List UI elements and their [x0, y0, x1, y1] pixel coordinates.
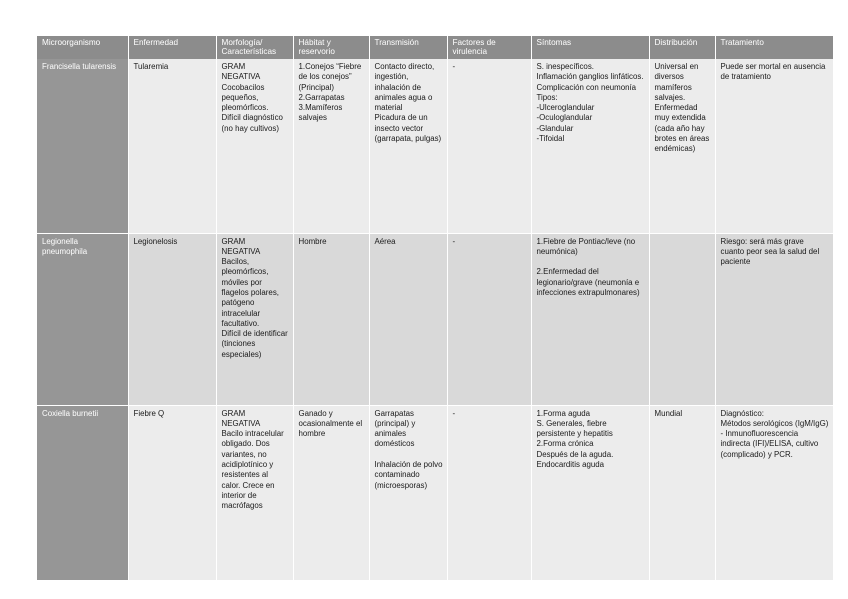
cell-line: Tipos:: [536, 92, 558, 102]
header-distribucion: Distribución: [649, 36, 715, 59]
cell-line: [375, 450, 443, 460]
cell-line: 2.Enfermedad del legionario/grave (neumonía e infecciones extrapulmonares): [536, 267, 640, 297]
cell-habitat: [293, 59, 369, 233]
cell-line: 1.Conejos “Fiebre de los conejos” (Principal): [298, 62, 362, 92]
cell-line: 2.Forma crónica: [536, 439, 594, 449]
cell-line: Después de la aguda. Endocarditis aguda: [536, 449, 614, 469]
cell-line: NEGATIVA: [221, 246, 261, 256]
cell-tratamiento: [715, 405, 833, 580]
cell-line: 2.Garrapatas: [298, 92, 345, 102]
header-factores-virulencia: Factores de virulencia: [447, 36, 531, 59]
cell-line: GRAM: [221, 408, 246, 418]
cell-transmision: [369, 233, 447, 405]
header-tratamiento: Tratamiento: [715, 36, 833, 59]
cell-sintomas: [531, 405, 649, 580]
cell-line: 1.Fiebre de Pontiac/leve (no neumónica): [536, 236, 636, 256]
cell-line: Bacilo intracelular obligado. Dos variantes, no acidiplotínico y resistentes al calor. Crece en interior de macrófagos: [221, 429, 284, 511]
cell-line: Francisella tularensis: [42, 62, 117, 71]
cell-factores: [447, 233, 531, 405]
cell-enfermedad: [128, 233, 216, 405]
header-habitat: Hábitat y reservorio: [293, 36, 369, 59]
cell-tratamiento: [715, 233, 833, 405]
cell-line: NEGATIVA: [221, 418, 261, 428]
cell-line: Puede ser mortal en ausencia de tratamiento: [720, 62, 826, 82]
microorganisms-table: [37, 36, 834, 581]
cell-morfologia: [216, 405, 293, 580]
cell-factores: [447, 405, 531, 580]
table-row: [37, 59, 833, 233]
cell-line: Garrapatas (principal) y animales domésticos: [374, 408, 416, 449]
cell-line: S. inespecíficos.: [536, 62, 594, 71]
cell-line: -Oculoglandular: [536, 113, 593, 123]
cell-line: -Glandular: [536, 123, 574, 133]
cell-line: Difícil diagnóstico (no hay cultivos): [221, 113, 283, 133]
cell-line: GRAM: [221, 62, 246, 71]
cell-line: Ganado y ocasionalmente el hombre: [298, 408, 363, 439]
cell-line: -Tifoidal: [536, 134, 565, 144]
cell-line: Coxiella burnetii: [42, 408, 99, 418]
cell-line: Riesgo: será más grave cuanto peor sea la salud del paciente: [720, 236, 820, 267]
cell-microorganismo: [37, 233, 128, 405]
cell-line: Cocobacilos pequeños, pleomórficos.: [221, 82, 269, 113]
cell-line: S. Generales, fiebre persistente y hepatitis: [536, 418, 613, 439]
cell-transmision: [369, 405, 447, 580]
cell-line: Legionelosis: [133, 236, 178, 246]
cell-line: -: [452, 236, 456, 246]
cell-line: -: [452, 62, 456, 71]
header-microorganismo: Microorganismo: [37, 36, 128, 59]
header-transmision: Transmisión: [369, 36, 447, 59]
header-morfologia: Morfología/ Características: [216, 36, 293, 59]
cell-line: Complicación con neumonía: [536, 82, 637, 92]
cell-line: Universal en diversos mamíferos salvajes. Enfermedad muy extendida (cada año hay brotes en áreas endémicas): [654, 62, 710, 154]
cell-line: Legionella pneumophila: [42, 236, 88, 256]
header-enfermedad: Enfermedad: [128, 36, 216, 59]
cell-line: Fiebre Q: [133, 408, 165, 418]
cell-line: Bacilos, pleomórficos, móviles por flagelos polares, patógeno intracelular facultativo.: [221, 257, 279, 328]
cell-morfologia: [216, 233, 293, 405]
cell-line: Contacto directo, ingestión, inhalación de animales agua o material: [374, 62, 435, 113]
cell-line: Mundial: [654, 408, 683, 418]
cell-distribucion: [649, 59, 715, 233]
cell-line: Tularemia: [133, 62, 169, 71]
cell-tratamiento: [715, 59, 833, 233]
cell-sintomas: [531, 233, 649, 405]
cell-line: Diagnóstico:: [720, 408, 764, 418]
cell-line: Hombre: [298, 236, 327, 246]
cell-distribucion: [649, 405, 715, 580]
cell-line: Picadura de un insecto vector (garrapata, pulgas): [374, 113, 442, 144]
cell-distribucion: [649, 233, 715, 405]
cell-microorganismo: [37, 59, 128, 233]
cell-line: Difícil de identificar (tinciones especiales): [221, 329, 288, 359]
cell-enfermedad: [128, 405, 216, 580]
cell-line: 1.Forma aguda: [536, 408, 591, 418]
table-row: [37, 405, 833, 580]
cell-microorganismo: [37, 405, 128, 580]
header-sintomas: Síntomas: [531, 36, 649, 59]
cell-sintomas: [531, 59, 649, 233]
cell-line: GRAM: [221, 236, 246, 246]
cell-line: 3.Mamíferos salvajes: [298, 103, 343, 123]
table-row: [37, 233, 833, 405]
cell-line: -Ulceroglandular: [536, 103, 595, 113]
cell-line: NEGATIVA: [221, 72, 261, 82]
cell-line: [655, 237, 711, 247]
cell-factores: [447, 59, 531, 233]
header-row: [37, 36, 833, 59]
cell-line: Métodos serológicos (IgM/IgG) - Inmunofluorescencia indirecta (IFI)/ELISA, cultivo (complicado) y PCR.: [720, 418, 829, 459]
cell-line: Inhalación de polvo contaminado (microesporas): [374, 459, 443, 490]
cell-habitat: [293, 405, 369, 580]
cell-habitat: [293, 233, 369, 405]
cell-line: -: [452, 408, 456, 418]
cell-enfermedad: [128, 59, 216, 233]
cell-line: [537, 257, 645, 267]
cell-transmision: [369, 59, 447, 233]
cell-morfologia: [216, 59, 293, 233]
cell-line: Inflamación ganglios linfáticos.: [536, 72, 644, 82]
cell-line: Aérea: [374, 236, 396, 246]
